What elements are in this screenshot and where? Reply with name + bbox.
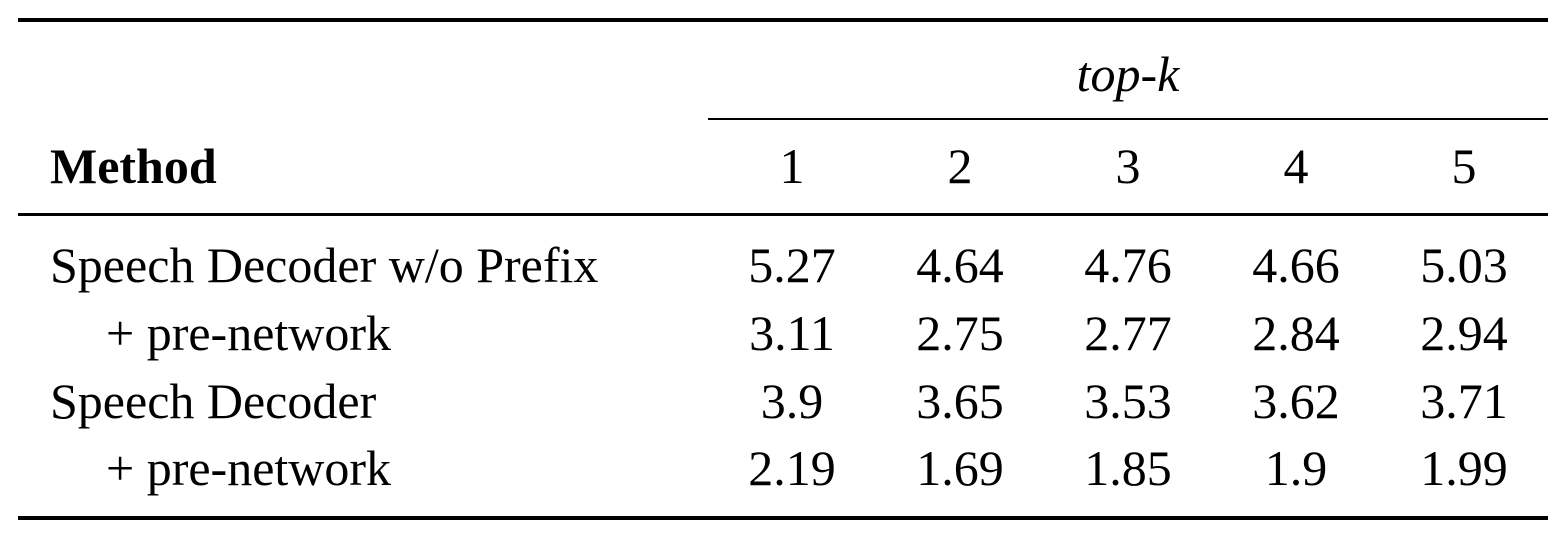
table-cell: 3.65	[916, 373, 1004, 429]
k-column-header: 2	[947, 138, 973, 194]
table-cell: 3.9	[760, 373, 824, 429]
topk-underline-rule	[708, 118, 1548, 120]
table-cell: 4.76	[1084, 237, 1172, 293]
row-label: Speech Decoder	[50, 373, 377, 429]
table-cell: 3.11	[749, 305, 835, 361]
table-cell: 2.75	[916, 305, 1004, 361]
topk-group-header: top-k	[1076, 46, 1180, 102]
row-label: Speech Decoder w/o Prefix	[50, 237, 599, 293]
row-label: + pre-network	[106, 305, 392, 361]
k-column-header: 5	[1451, 138, 1477, 194]
table-cell: 1.99	[1420, 440, 1508, 496]
k-column-header: 4	[1283, 138, 1309, 194]
method-column-header: Method	[50, 138, 217, 194]
header-rule	[18, 213, 1548, 216]
table-cell: 3.53	[1084, 373, 1172, 429]
table-cell: 2.19	[748, 440, 836, 496]
bottom-rule	[18, 516, 1548, 520]
table-cell: 3.71	[1420, 373, 1508, 429]
table-cell: 1.69	[916, 440, 1004, 496]
table-cell: 1.9	[1264, 440, 1328, 496]
row-label: + pre-network	[106, 440, 392, 496]
table-cell: 5.27	[748, 237, 836, 293]
k-column-header: 1	[779, 138, 805, 194]
k-column-header: 3	[1115, 138, 1141, 194]
table-cell: 1.85	[1084, 440, 1172, 496]
table-cell: 2.77	[1084, 305, 1172, 361]
table-cell: 2.94	[1420, 305, 1508, 361]
table-cell: 4.66	[1252, 237, 1340, 293]
table-cell: 4.64	[916, 237, 1004, 293]
table-cell: 2.84	[1252, 305, 1340, 361]
top-rule	[18, 18, 1548, 22]
table-cell: 5.03	[1420, 237, 1508, 293]
table-cell: 3.62	[1252, 373, 1340, 429]
